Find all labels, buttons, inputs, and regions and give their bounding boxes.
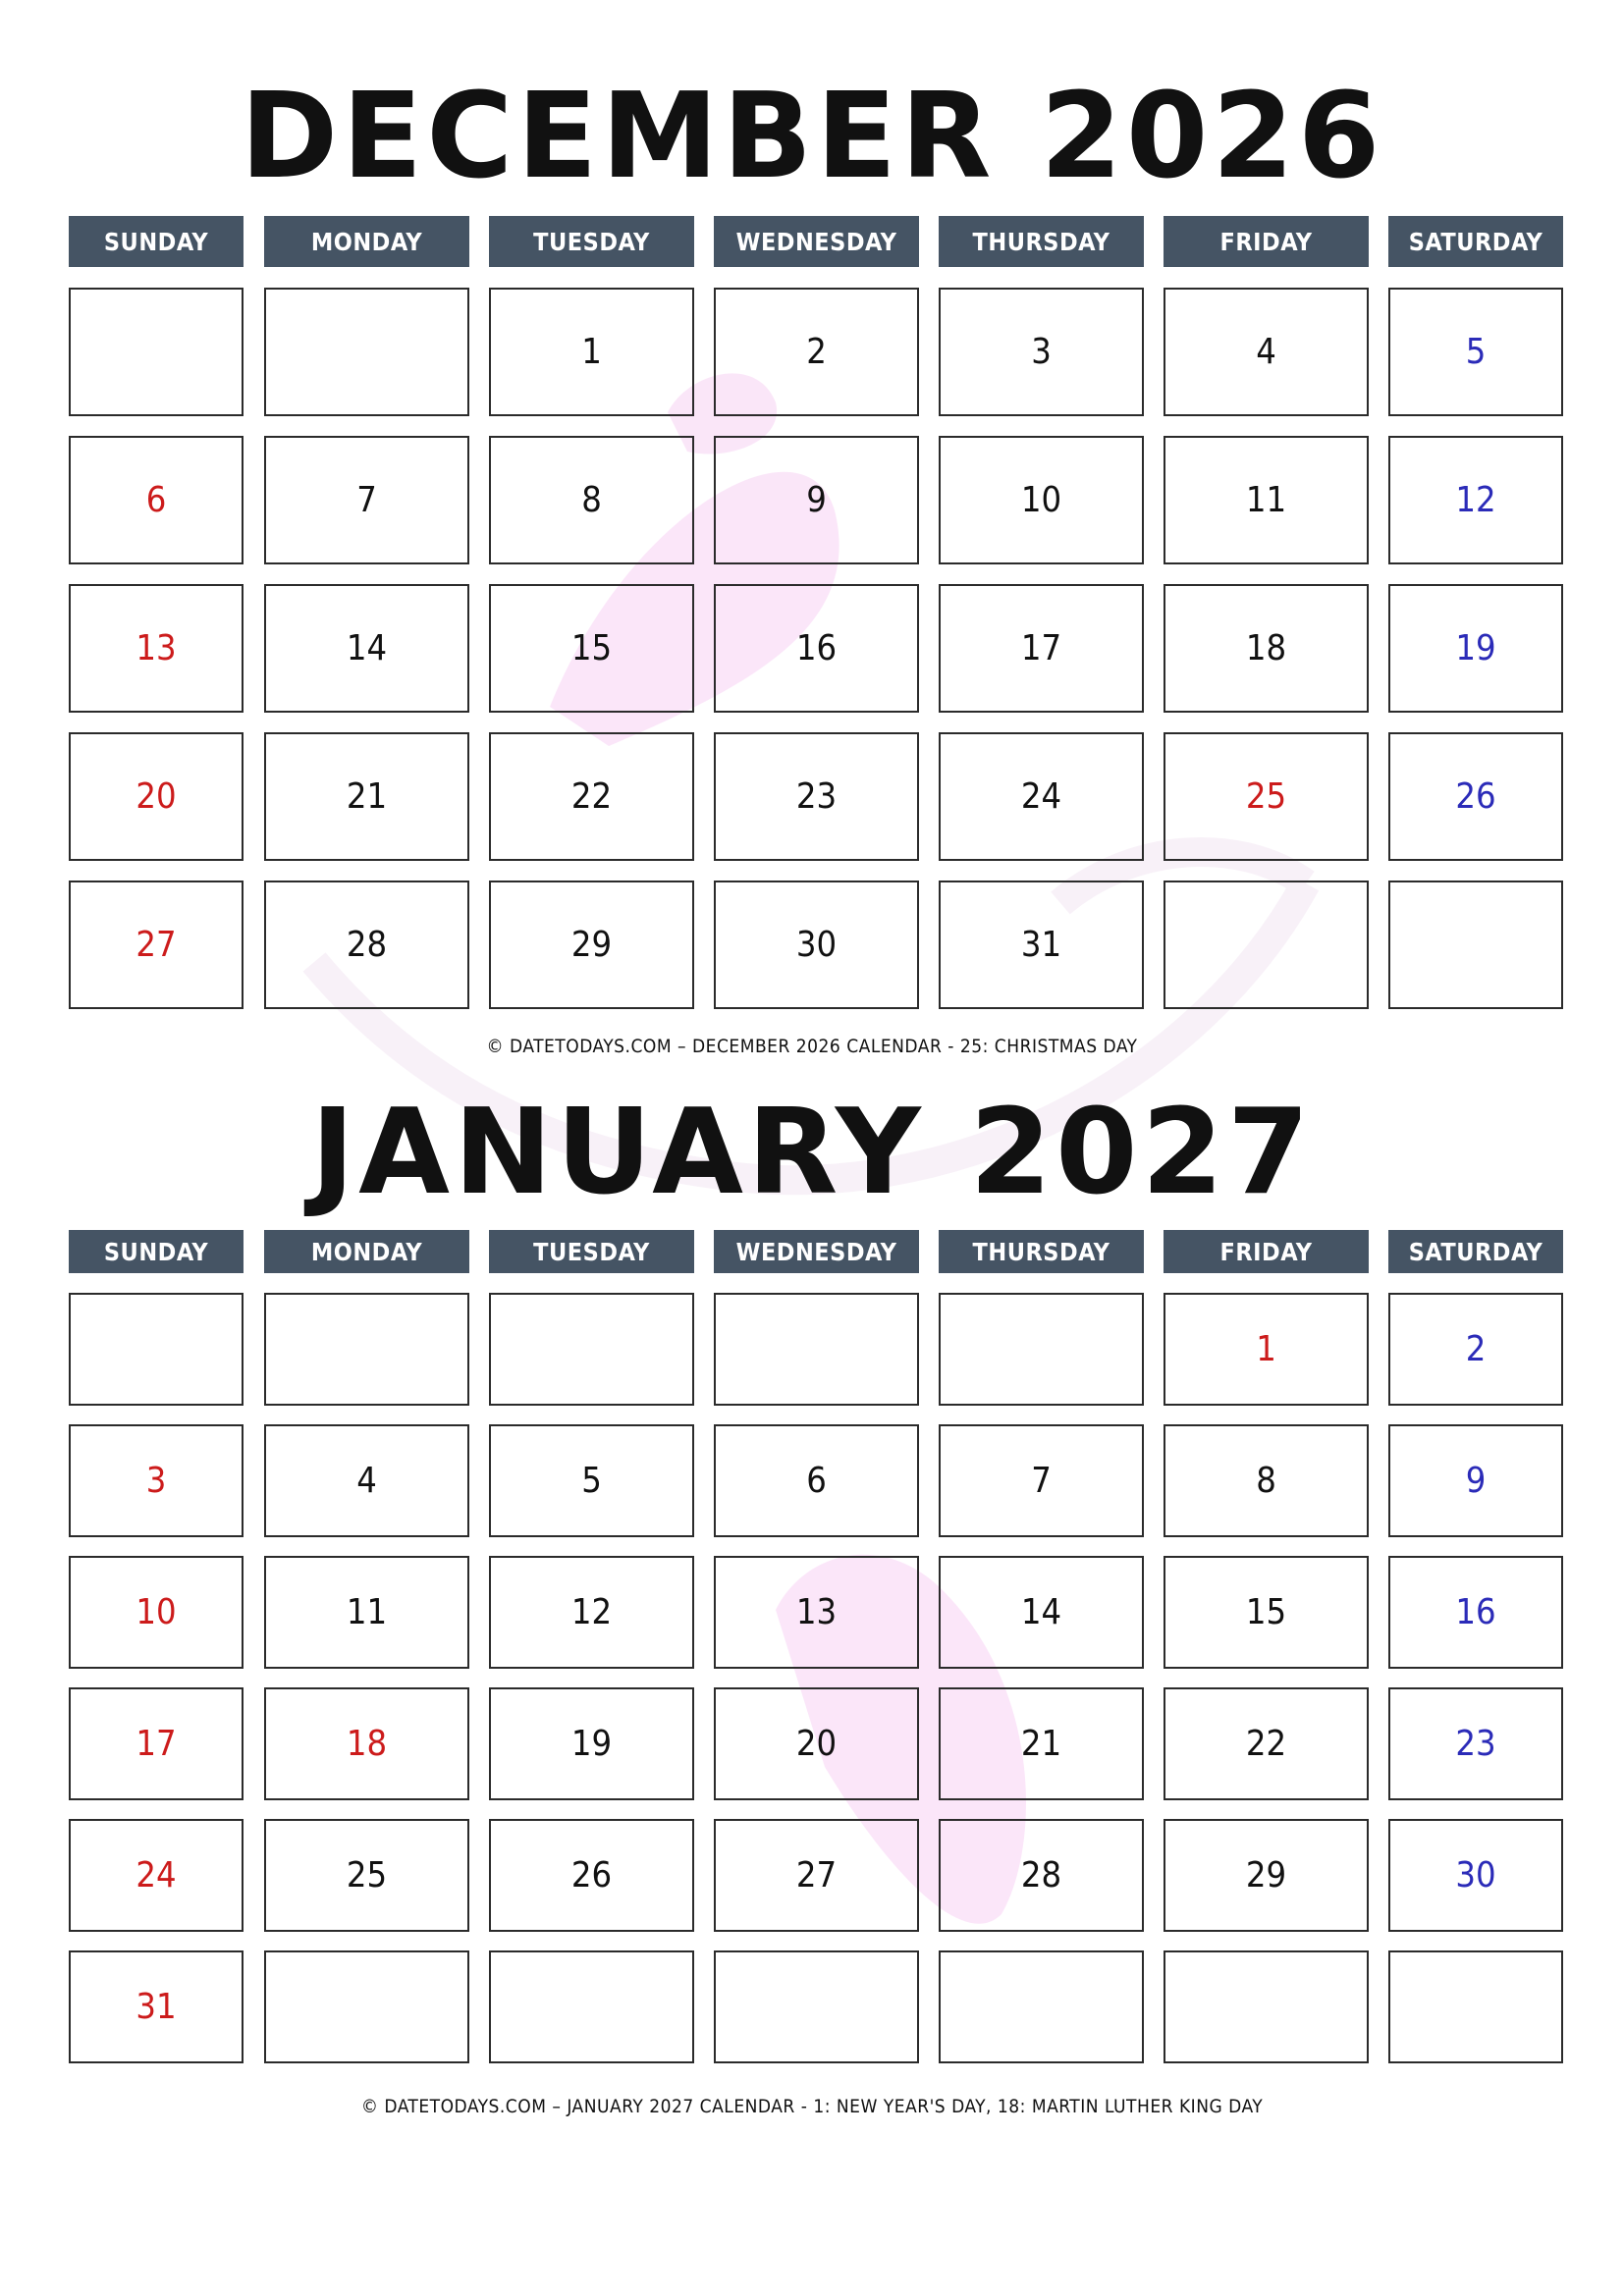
weekday-header-tuesday: TUESDAY — [489, 1230, 694, 1273]
weekday-header-monday: MONDAY — [264, 216, 469, 267]
day-cell: 18 — [264, 1687, 469, 1800]
day-cell: 30 — [714, 881, 919, 1009]
day-cell: 20 — [714, 1687, 919, 1800]
day-cell: 21 — [939, 1687, 1144, 1800]
weekday-header-tuesday: TUESDAY — [489, 216, 694, 267]
day-cell: 9 — [1388, 1424, 1563, 1537]
day-cell: 6 — [714, 1424, 919, 1537]
empty-day-cell — [264, 1293, 469, 1406]
day-cell: 19 — [1388, 584, 1563, 713]
day-cell: 11 — [1164, 436, 1369, 564]
day-cell: 24 — [69, 1819, 244, 1932]
empty-day-cell — [714, 1950, 919, 2063]
day-cell: 3 — [939, 288, 1144, 416]
weekday-header-wednesday: WEDNESDAY — [714, 1230, 919, 1273]
empty-day-cell — [264, 288, 469, 416]
weekday-header-friday: FRIDAY — [1164, 1230, 1369, 1273]
day-cell: 23 — [1388, 1687, 1563, 1800]
day-cell: 1 — [489, 288, 694, 416]
day-cell: 6 — [69, 436, 244, 564]
day-cell: 8 — [1164, 1424, 1369, 1537]
weekday-header-friday: FRIDAY — [1164, 216, 1369, 267]
day-cell: 15 — [489, 584, 694, 713]
day-cell: 29 — [1164, 1819, 1369, 1932]
day-cell: 14 — [264, 584, 469, 713]
day-cell: 30 — [1388, 1819, 1563, 1932]
empty-day-cell — [1388, 881, 1563, 1009]
day-cell: 16 — [714, 584, 919, 713]
day-cell: 11 — [264, 1556, 469, 1669]
day-cell: 22 — [1164, 1687, 1369, 1800]
empty-day-cell — [264, 1950, 469, 2063]
day-cell: 8 — [489, 436, 694, 564]
weekday-header-sunday: SUNDAY — [69, 216, 244, 267]
day-cell: 15 — [1164, 1556, 1369, 1669]
calendar-footer: © DATETODAYS.COM – DECEMBER 2026 CALENDAR - 25: CHRISTMAS DAY — [486, 1036, 1138, 1057]
weekday-header-sunday: SUNDAY — [69, 1230, 244, 1273]
day-cell: 14 — [939, 1556, 1144, 1669]
empty-day-cell — [1164, 881, 1369, 1009]
weekday-header-monday: MONDAY — [264, 1230, 469, 1273]
empty-day-cell — [939, 1293, 1144, 1406]
empty-day-cell — [1164, 1950, 1369, 2063]
empty-day-cell — [69, 1293, 244, 1406]
day-cell: 23 — [714, 732, 919, 861]
day-cell: 5 — [1388, 288, 1563, 416]
day-cell: 27 — [69, 881, 244, 1009]
weekday-header-saturday: SATURDAY — [1388, 216, 1563, 267]
empty-day-cell — [714, 1293, 919, 1406]
day-cell: 25 — [264, 1819, 469, 1932]
day-cell: 24 — [939, 732, 1144, 861]
day-cell: 25 — [1164, 732, 1369, 861]
day-cell: 26 — [489, 1819, 694, 1932]
day-cell: 1 — [1164, 1293, 1369, 1406]
day-cell: 31 — [69, 1950, 244, 2063]
empty-day-cell — [1388, 1950, 1563, 2063]
empty-day-cell — [69, 288, 244, 416]
day-cell: 31 — [939, 881, 1144, 1009]
month-title: JANUARY 2027 — [310, 1085, 1314, 1221]
day-cell: 2 — [1388, 1293, 1563, 1406]
day-cell: 4 — [264, 1424, 469, 1537]
weekday-header-wednesday: WEDNESDAY — [714, 216, 919, 267]
empty-day-cell — [489, 1293, 694, 1406]
day-cell: 13 — [69, 584, 244, 713]
day-cell: 29 — [489, 881, 694, 1009]
day-cell: 3 — [69, 1424, 244, 1537]
day-cell: 7 — [264, 436, 469, 564]
day-cell: 10 — [69, 1556, 244, 1669]
day-cell: 2 — [714, 288, 919, 416]
month-title: DECEMBER 2026 — [240, 69, 1384, 205]
day-cell: 4 — [1164, 288, 1369, 416]
day-cell: 26 — [1388, 732, 1563, 861]
day-cell: 28 — [939, 1819, 1144, 1932]
day-cell: 17 — [939, 584, 1144, 713]
day-cell: 22 — [489, 732, 694, 861]
day-cell: 13 — [714, 1556, 919, 1669]
day-cell: 21 — [264, 732, 469, 861]
day-cell: 5 — [489, 1424, 694, 1537]
day-cell: 28 — [264, 881, 469, 1009]
day-cell: 7 — [939, 1424, 1144, 1537]
day-cell: 12 — [489, 1556, 694, 1669]
empty-day-cell — [939, 1950, 1144, 2063]
calendar-footer: © DATETODAYS.COM – JANUARY 2027 CALENDAR - 1: NEW YEAR'S DAY, 18: MARTIN LUTHER KING DAY — [360, 2096, 1264, 2117]
empty-day-cell — [489, 1950, 694, 2063]
day-cell: 9 — [714, 436, 919, 564]
day-cell: 17 — [69, 1687, 244, 1800]
day-cell: 12 — [1388, 436, 1563, 564]
day-cell: 20 — [69, 732, 244, 861]
weekday-header-thursday: THURSDAY — [939, 1230, 1144, 1273]
day-cell: 18 — [1164, 584, 1369, 713]
day-cell: 19 — [489, 1687, 694, 1800]
day-cell: 10 — [939, 436, 1144, 564]
day-cell: 27 — [714, 1819, 919, 1932]
day-cell: 16 — [1388, 1556, 1563, 1669]
weekday-header-saturday: SATURDAY — [1388, 1230, 1563, 1273]
weekday-header-thursday: THURSDAY — [939, 216, 1144, 267]
